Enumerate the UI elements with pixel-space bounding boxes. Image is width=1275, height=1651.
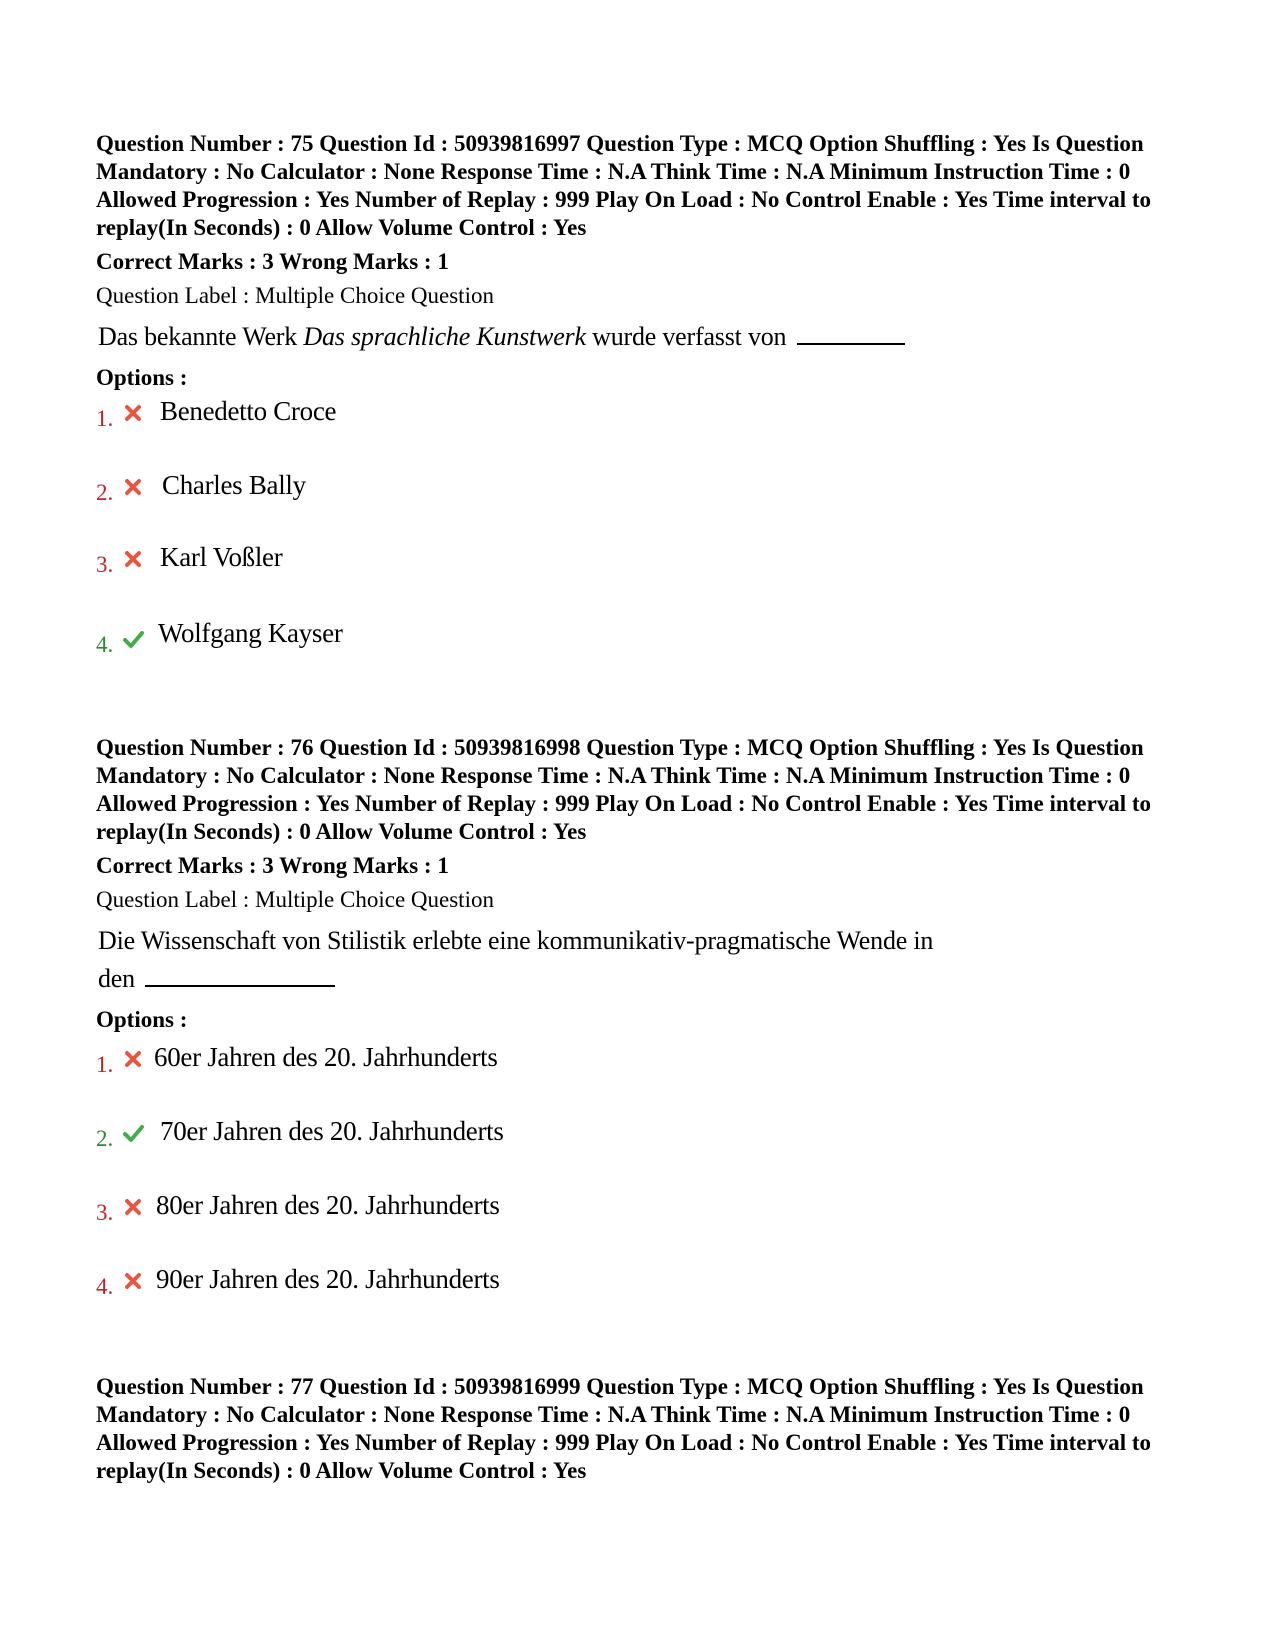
option-item (96, 468, 796, 508)
question-meta: Question Number : 77 Question Id : 50939816999 Question Type : MCQ Option Shuffling : Yes Is Question Mandatory : No Calculator : None Response Time : N.A Think Time : N.A Minimum Instruction Time : 0 Allowed Progression : Yes Number of Replay : 999 Play On Load : No Control Enable : Yes Time interval to replay(In Seconds) : 0 Allow Volume Control : Yes (96, 1374, 1152, 1483)
option-text: 90er Jahren des 20. Jahrhunderts (156, 1264, 500, 1294)
cross-icon (122, 548, 144, 570)
option-number: 1. (96, 1052, 114, 1077)
question-meta: Question Number : 76 Question Id : 50939816998 Question Type : MCQ Option Shuffling : Yes Is Question Mandatory : No Calculator : None Response Time : N.A Think Time : N.A Minimum Instruction Time : 0 Allowed Progression : Yes Number of Replay : 999 Play On Load : No Control Enable : Yes Time interval to replay(In Seconds) : 0 Allow Volume Control : Yes (96, 735, 1152, 844)
option-text: 60er Jahren des 20. Jahrhunderts (154, 1042, 498, 1072)
cross-icon (122, 1048, 144, 1070)
cross-icon (122, 476, 144, 498)
option-item (96, 540, 796, 580)
question-75 (96, 130, 1186, 392)
question-label: Question Label : Multiple Choice Question (96, 887, 494, 912)
question-marks: Correct Marks : 3 Wrong Marks : 1 (96, 853, 449, 878)
option-text: Charles Bally (162, 470, 306, 500)
option-item (96, 1040, 796, 1080)
option-text: 70er Jahren des 20. Jahrhunderts (160, 1116, 504, 1146)
answer-blank (145, 963, 335, 987)
option-number: 2. (96, 1126, 114, 1151)
cross-icon (122, 1270, 144, 1292)
options-heading: Options : (96, 365, 188, 390)
option-text: Benedetto Croce (160, 396, 337, 426)
options-heading: Options : (96, 1007, 188, 1032)
option-number: 4. (96, 1274, 114, 1299)
option-text: Karl Voßler (160, 542, 283, 572)
option-number: 2. (96, 480, 114, 505)
option-number: 3. (96, 1200, 114, 1225)
check-icon (122, 1122, 144, 1144)
cross-icon (122, 402, 144, 424)
option-number: 3. (96, 552, 114, 577)
option-text: 80er Jahren des 20. Jahrhunderts (156, 1190, 500, 1220)
option-number: 4. (96, 632, 114, 657)
question-text-part: wurde verfasst von (585, 322, 787, 351)
question-text-part: Das bekannte Werk (98, 322, 304, 351)
question-text-line: den (98, 964, 135, 993)
option-number: 1. (96, 406, 114, 431)
answer-blank (797, 321, 905, 345)
option-item (96, 394, 796, 434)
check-icon (122, 628, 144, 650)
option-item (96, 1188, 796, 1228)
question-meta: Question Number : 75 Question Id : 50939816997 Question Type : MCQ Option Shuffling : Yes Is Question Mandatory : No Calculator : None Response Time : N.A Think Time : N.A Minimum Instruction Time : 0 Allowed Progression : Yes Number of Replay : 999 Play On Load : No Control Enable : Yes Time interval to replay(In Seconds) : 0 Allow Volume Control : Yes (96, 131, 1152, 240)
option-item (96, 1114, 796, 1154)
question-label: Question Label : Multiple Choice Question (96, 283, 494, 308)
question-text-title: Das sprachliche Kunstwerk (303, 322, 586, 351)
option-text: Wolfgang Kayser (158, 618, 343, 648)
question-text-line: Die Wissenschaft von Stilistik erlebte eine kommunikativ-pragmatische Wende in (98, 926, 934, 955)
option-item (96, 620, 796, 660)
question-marks: Correct Marks : 3 Wrong Marks : 1 (96, 249, 449, 274)
question-text (98, 922, 1186, 998)
question-77 (96, 1373, 1186, 1485)
option-item (96, 1262, 796, 1302)
question-76 (96, 734, 1186, 1034)
cross-icon (122, 1196, 144, 1218)
question-text (98, 318, 1186, 356)
